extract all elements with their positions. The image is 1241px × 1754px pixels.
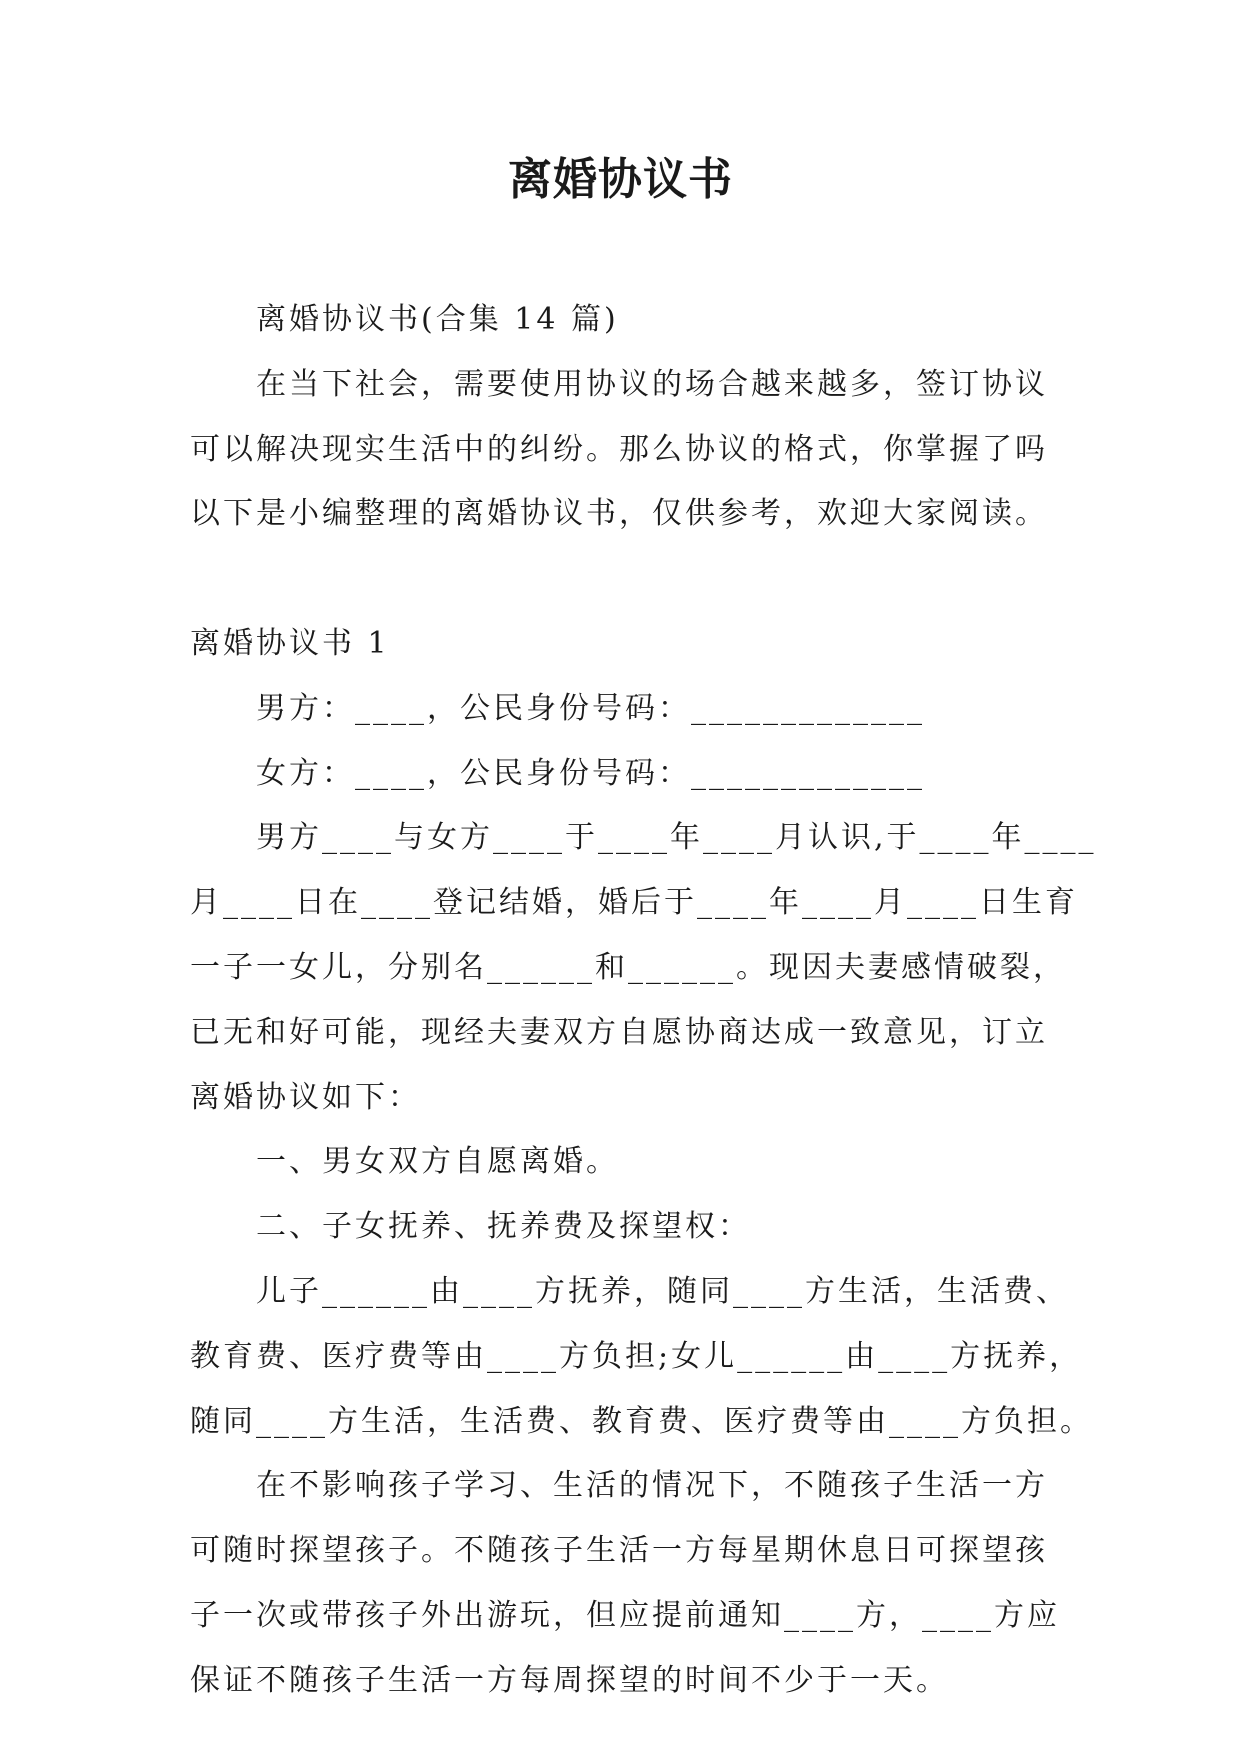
document-title: 离婚协议书 [508,154,733,205]
female-party-line: 女方：____，公民身份号码：_____________ [256,755,925,791]
collection-title-line: 离婚协议书(合集 14 篇) [256,302,619,337]
paragraph-gap [190,547,1070,612]
visitation-line-2: 可随时探望孩子。不随孩子生活一方每星期休息日可探望孩 [190,1533,1048,1569]
marriage-info-line-1: 男方____与女方____于____年____月认识,于____年____ [256,820,1097,856]
marriage-info-line-4: 已无和好可能，现经夫妻双方自愿协商达成一致意见，订立 [190,1014,1048,1050]
visitation-line-4: 保证不随孩子生活一方每周探望的时间不少于一天。 [190,1662,949,1698]
intro-line-3: 以下是小编整理的离婚协议书，仅供参考，欢迎大家阅读。 [190,496,1048,532]
document-body [190,288,1097,1714]
clause-2-heading: 二、子女抚养、抚养费及探望权： [256,1209,751,1245]
marriage-info-line-2: 月____日在____登记结婚，婚后于____年____月____日生育 [190,885,1078,921]
marriage-info-line-3: 一子一女儿，分别名______和______。现因夫妻感情破裂， [190,949,1066,985]
visitation-line-3: 子一次或带孩子外出游玩，但应提前通知____方，____方应 [190,1597,1060,1633]
visitation-line-1: 在不影响孩子学习、生活的情况下，不随孩子生活一方 [256,1468,1048,1504]
male-party-line: 男方：____，公民身份号码：_____________ [256,690,925,726]
clause-1: 一、男女双方自愿离婚。 [256,1144,619,1180]
section-heading: 离婚协议书 1 [190,625,390,661]
custody-line-2: 教育费、医疗费等由____方负担;女儿______由____方抚养， [190,1338,1083,1374]
intro-line-1: 在当下社会，需要使用协议的场合越来越多，签订协议 [256,366,1048,402]
custody-line-1: 儿子______由____方抚养，随同____方生活，生活费、 [256,1273,1069,1309]
intro-line-2: 可以解决现实生活中的纠纷。那么协议的格式，你掌握了吗 [190,431,1048,467]
custody-line-3: 随同____方生活，生活费、教育费、医疗费等由____方负担。 [190,1403,1093,1439]
marriage-info-line-5: 离婚协议如下： [190,1079,421,1115]
